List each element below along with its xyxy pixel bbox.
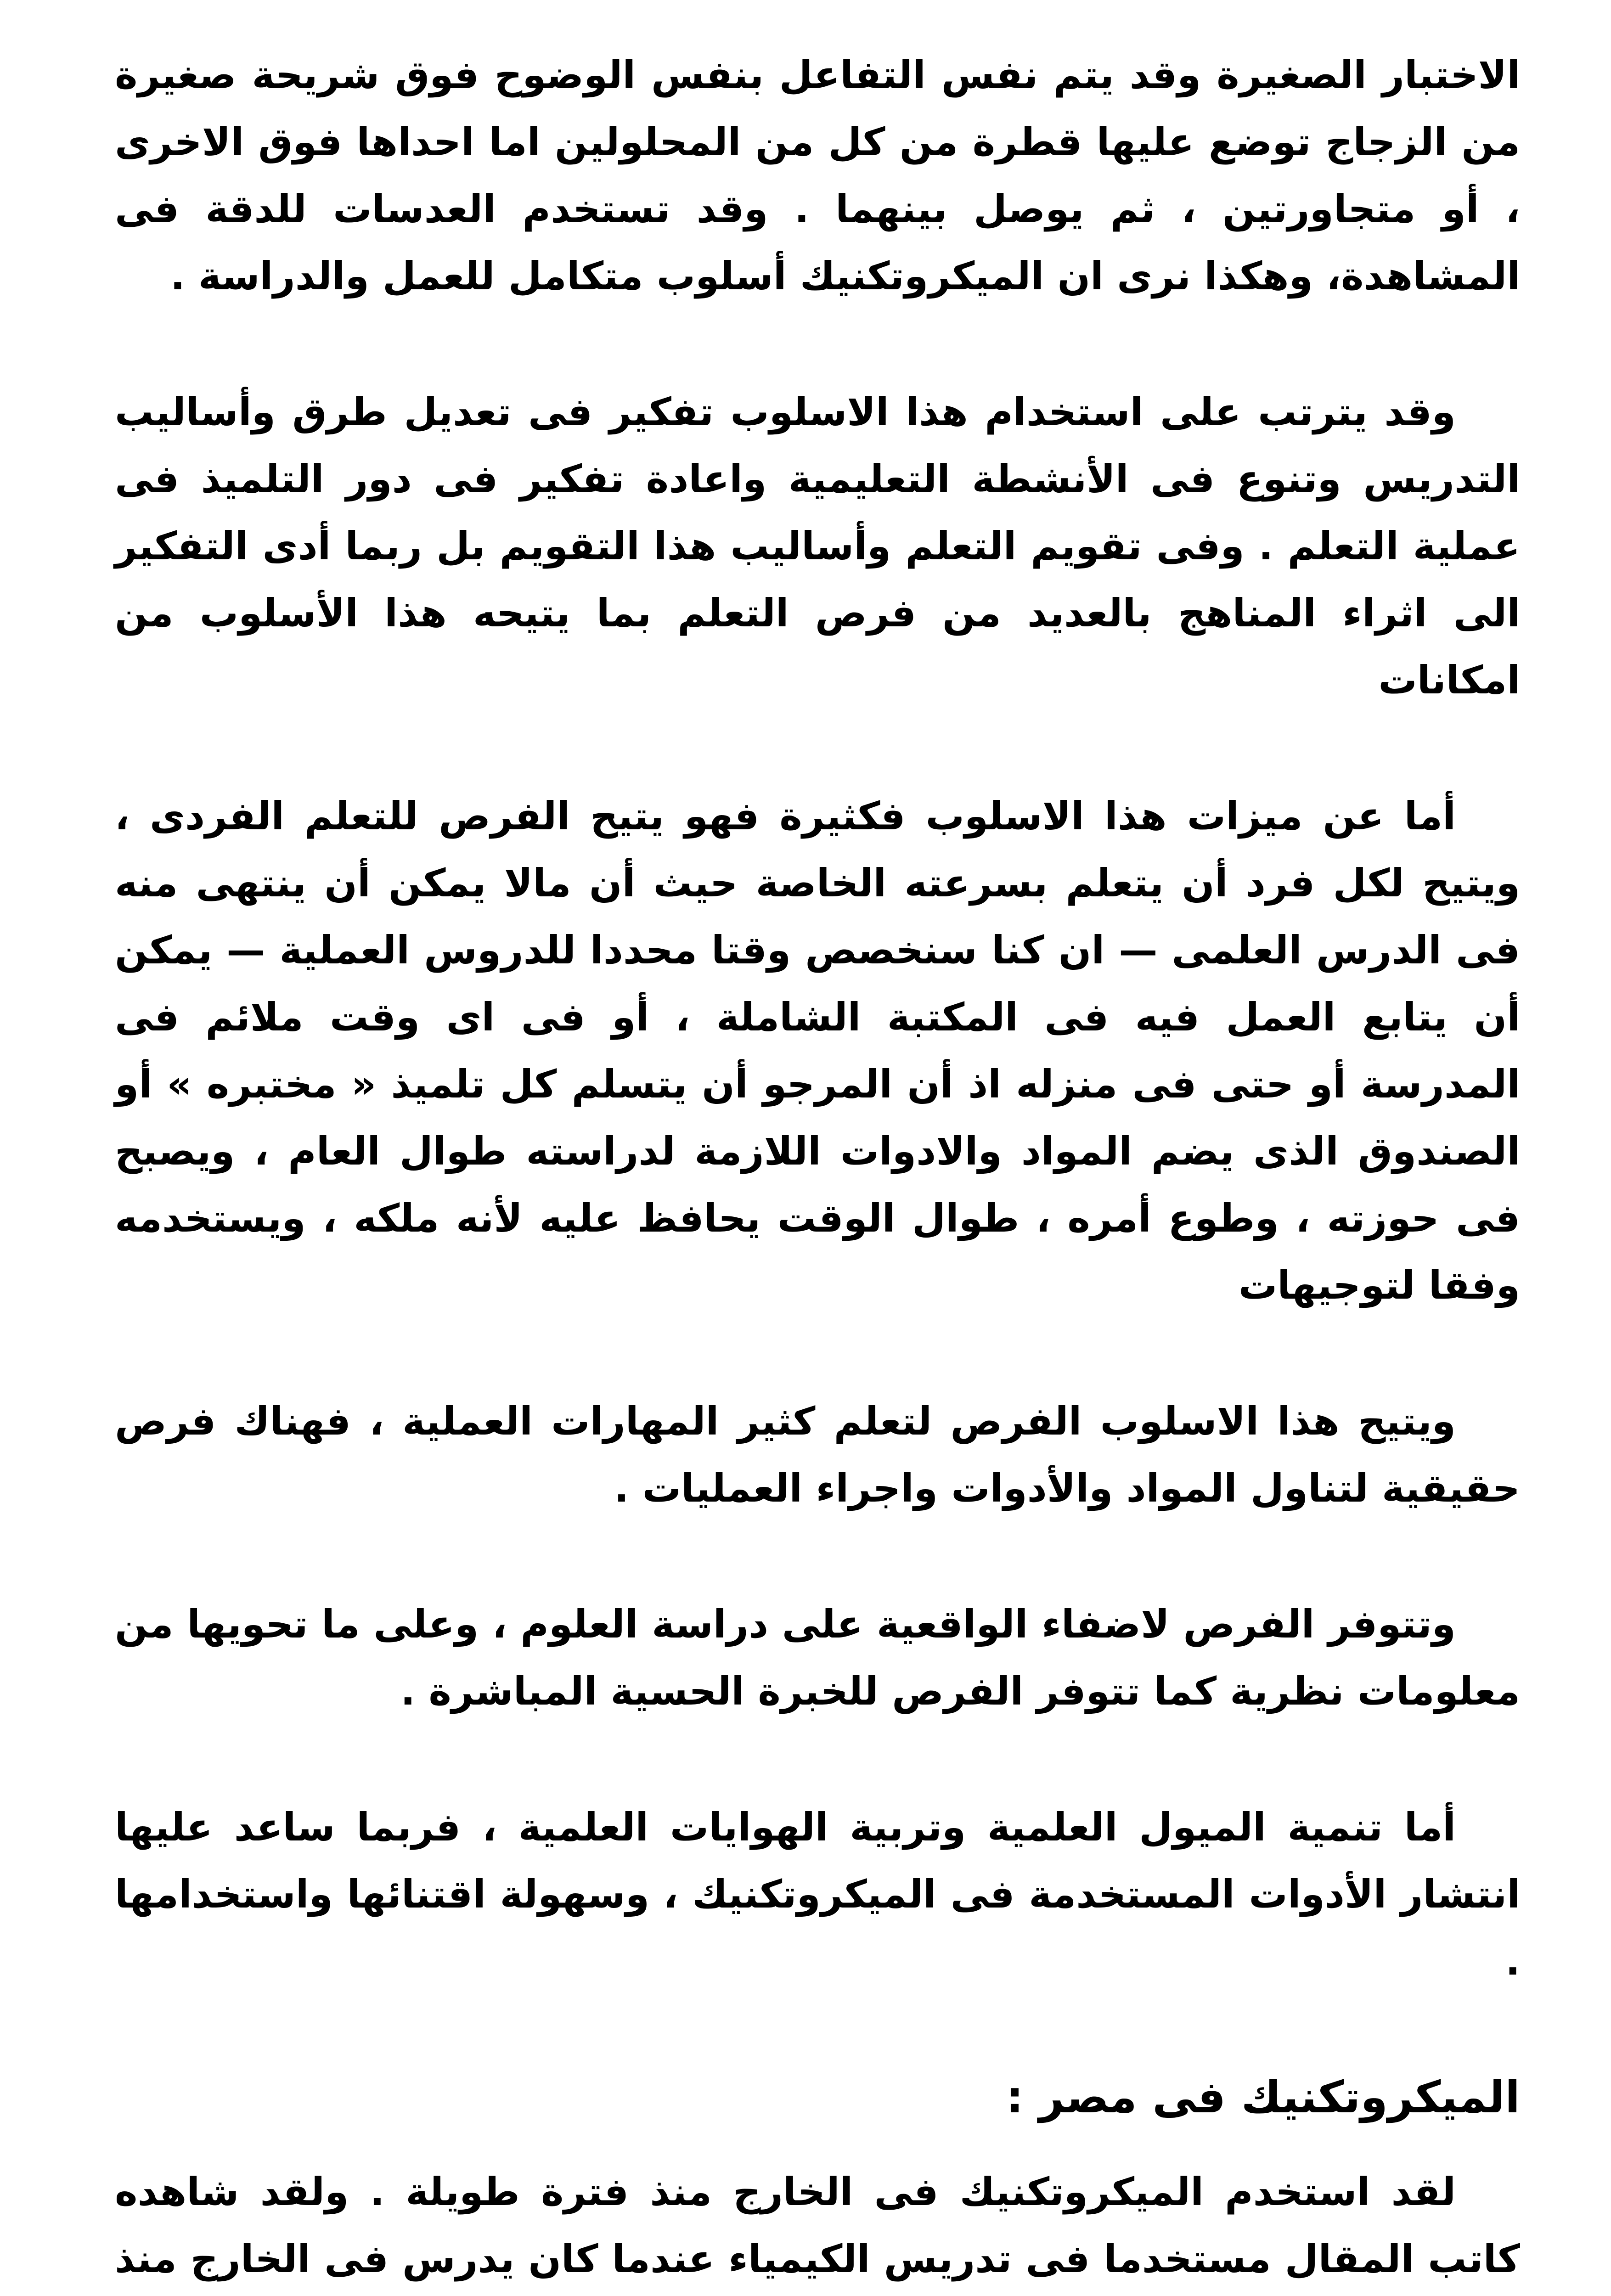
paragraph-3: أما عن ميزات هذا الاسلوب فكثيرة فهو يتيح الفرص للتعلم الفردى ، ويتيح لكل فرد أن يتعلم بسرعته الخاصة حيث أن مالا يمكن أن ينتهى منه فى الدرس العلمى — ان كنا سنخصص وقتا محددا للدروس العملية — يمكن أن يتابع العمل فيه فى المكتبة الشاملة ، أو فى اى وقت ملائم فى المدرسة أو حتى فى منزله اذ أن المرجو أن يتسلم كل تلميذ « مختبره » أو الصندوق الذى يضم المواد والادوات اللازمة لدراسته طوال العام ، ويصبح فى حوزته ، وطوع أمره ، طوال الوقت يحافظ عليه لأنه ملكه ، ويستخدمه وفقا لتوجيهات — [115, 793, 1520, 1308]
paragraph-6: أما تنمية الميول العلمية وتربية الهوايات العلمية ، فربما ساعد عليها انتشار الأدوات المستخدمة فى الميكروتكنيك ، وسهولة اقتنائها واستخدامها . — [115, 1805, 1520, 1984]
paragraph-7: لقد استخدم الميكروتكنيك فى الخارج منذ فترة طويلة . ولقد شاهده كاتب المقال مستخدما فى تدريس الكيمياء عندما كان يدرس فى الخارج منذ — [115, 2169, 1520, 2281]
paragraph-2: وقد يترتب على استخدام هذا الاسلوب تفكير فى تعديل طرق وأساليب التدريس وتنوع فى الأنشطة التعليمية واعادة تفكير فى دور التلميذ فى عملية التعلم . وفى تقويم التعلم وأساليب هذا التقويم بل ربما أدى التفكير الى اثراء المناهج بالعديد من فرص التعلم بما يتيحه هذا الأسلوب من امكانات — [115, 389, 1520, 703]
paragraph-1: الاختبار الصغيرة وقد يتم نفس التفاعل بنفس الوضوح فوق شريحة صغيرة من الزجاج توضع عليها قطرة من كل من المحلولين اما احداها فوق الاخرى ، أو متجاورتين ، ثم يوصل بينهما . وقد تستخدم العدسات للدقة فى المشاهدة، وهكذا نرى ان الميكروتكنيك أسلوب متكامل للعمل والدراسة . — [115, 52, 1520, 298]
paragraph-4: ويتيح هذا الاسلوب الفرص لتعلم كثير المهارات العملية ، فهناك فرص حقيقية لتناول المواد والأدوات واجراء العمليات . — [115, 1399, 1520, 1511]
text-column — [115, 41, 1520, 2296]
paragraph-5: وتتوفر الفرص لاضفاء الواقعية على دراسة العلوم ، وعلى ما تحويها من معلومات نظرية كما تتوفر الفرص للخبرة الحسية المباشرة . — [115, 1602, 1520, 1714]
section-heading: الميكروتكنيك فى مصر : — [1006, 2071, 1520, 2123]
